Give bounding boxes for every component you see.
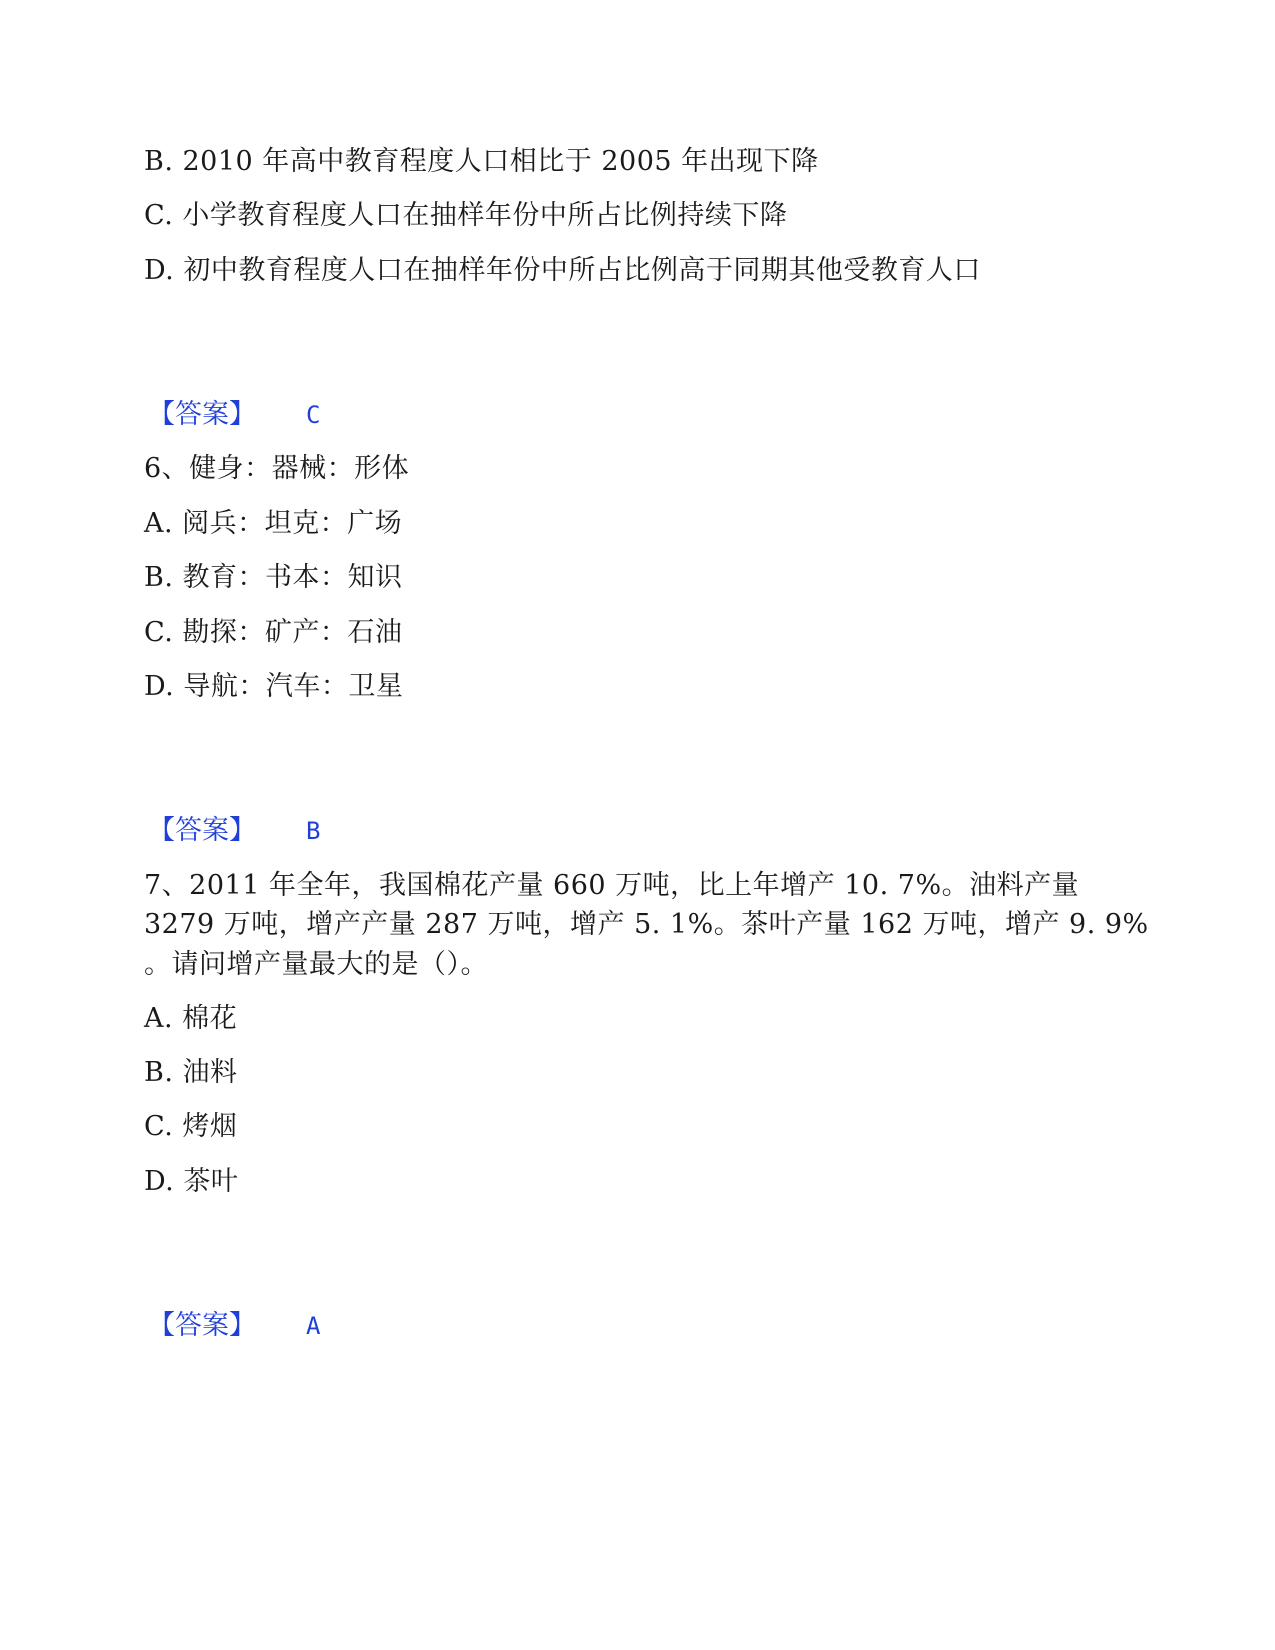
q6-option-d: D. 导航：汽车：卫星 [144, 671, 404, 702]
q5-option-c: C. 小学教育程度人口在抽样年份中所占比例持续下降 [144, 200, 788, 231]
q5-option-b: B. 2010 年高中教育程度人口相比于 2005 年出现下降 [144, 146, 819, 177]
answer-value: B [306, 817, 321, 845]
q6-option-a: A. 阅兵：坦克：广场 [144, 508, 403, 539]
answer-6 [148, 814, 320, 848]
answer-label: 【答案】 [148, 399, 256, 430]
answer-label: 【答案】 [148, 815, 256, 846]
q5-option-d: D. 初中教育程度人口在抽样年份中所占比例高于同期其他受教育人口 [144, 255, 981, 286]
q7-option-b: B. 油料 [144, 1057, 238, 1088]
q7-stem-line-1: 7、2011 年全年，我国棉花产量 660 万吨，比上年增产 10. 7%。油料产量 [144, 870, 1080, 901]
q7-stem-line-3: 。请问增产量最大的是（）。 [144, 949, 488, 980]
answer-value: A [306, 1312, 321, 1340]
q7-option-c: C. 烤烟 [144, 1111, 238, 1142]
q7-option-a: A. 棉花 [144, 1003, 238, 1034]
q6-option-b: B. 教育：书本：知识 [144, 562, 403, 593]
answer-7 [148, 1309, 320, 1343]
answer-label: 【答案】 [148, 1310, 256, 1341]
answer-value: C [306, 401, 321, 429]
q7-option-d: D. 茶叶 [144, 1166, 239, 1197]
q6-stem: 6、健身：器械：形体 [144, 453, 410, 484]
q6-option-c: C. 勘探：矿产：石油 [144, 617, 403, 648]
q7-stem-line-2: 3279 万吨，增产产量 287 万吨，增产 5. 1%。茶叶产量 162 万吨，增产 9. 9% [144, 909, 1149, 940]
answer-5 [148, 398, 320, 432]
